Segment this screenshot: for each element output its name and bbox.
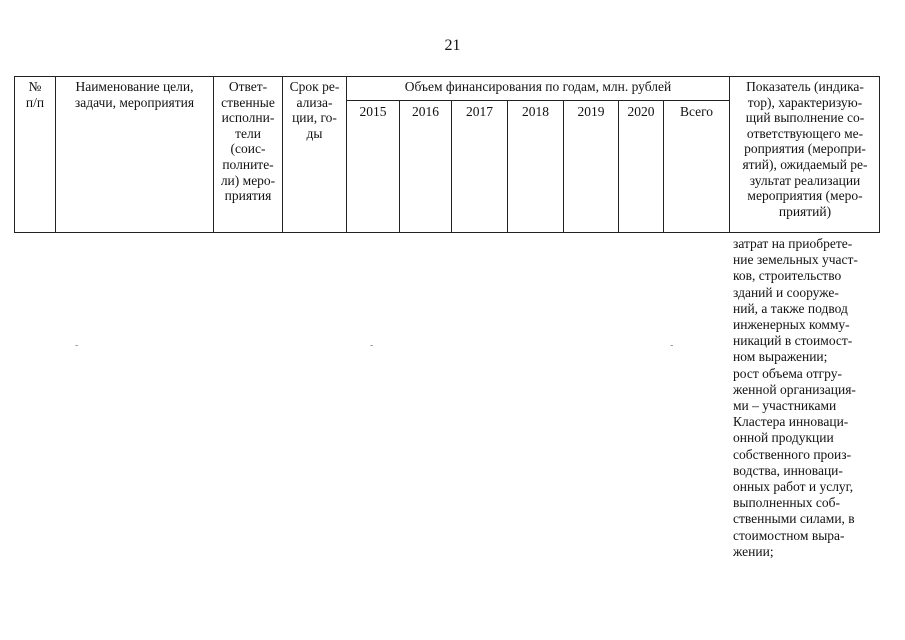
- col-separator: [399, 101, 400, 232]
- col-separator: [663, 101, 664, 232]
- row-separator: [346, 100, 729, 101]
- indicator-continuation-text: затрат на приобрете- ние земельных участ- ков, строительство зданий и сооруже- ний, а также подвод инженерных комму- никаций в стоимост- ном выражении; рост объема отгру- женной организация- ми – участниками Кластера инноваци- онной продукции собственного произ- водства, инноваци- онных работ и услуг, выполненных соб- ственными силами, в стоимостном выра- жении;: [733, 236, 858, 559]
- dash-mark: -: [75, 340, 79, 351]
- header-year: 2019: [577, 104, 605, 119]
- header-table: [14, 76, 880, 233]
- header-year: 2016: [412, 104, 439, 119]
- header-col-executors: Ответ- ственные исполни- тели (соис- полните- ли) меро- приятия: [220, 79, 276, 204]
- header-col-number: № п/п: [25, 79, 45, 110]
- header-col-indicator: Показатель (индика- тор), характеризую- щий выполнение со- ответствующего ме- роприятия (меропри- ятий), ожидаемый ре- зультат реализации мероприятия (меро- приятий): [742, 79, 868, 219]
- dash-mark: -: [370, 340, 374, 351]
- header-col-name: Наименование цели, задачи, мероприятия: [74, 79, 195, 110]
- col-separator: [618, 101, 619, 232]
- header-funding-title: Объем финансирования по годам, млн. рублей: [404, 79, 672, 94]
- header-col-term: Срок ре- ализа- ции, го- ды: [289, 79, 340, 141]
- col-separator: [451, 101, 452, 232]
- header-year: 2018: [522, 104, 549, 119]
- col-separator: [507, 101, 508, 232]
- header-year-total: Всего: [679, 104, 714, 119]
- header-year: 2015: [359, 104, 387, 119]
- header-year: 2020: [627, 104, 655, 119]
- col-separator: [563, 101, 564, 232]
- header-year: 2017: [466, 104, 493, 119]
- page-number: 21: [444, 37, 461, 54]
- dash-mark: -: [670, 340, 674, 351]
